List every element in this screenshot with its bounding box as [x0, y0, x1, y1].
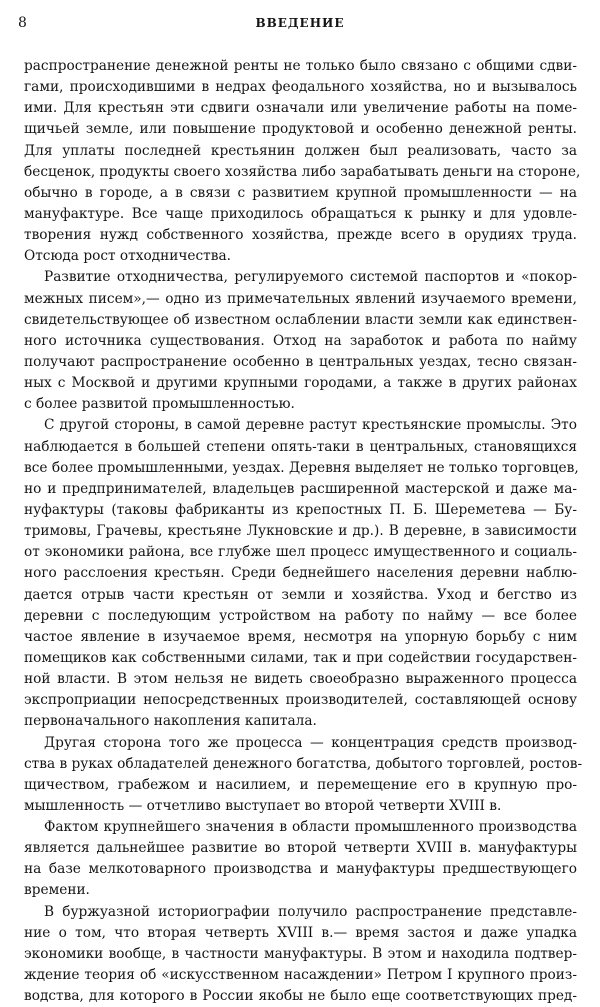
text-line: ного расслоения крестьян. Среди беднейшего населения деревни наблю- [24, 565, 577, 582]
running-title: ВВЕДЕНИЕ [255, 16, 345, 30]
paragraph [24, 733, 583, 818]
text-line: но и предпринимателей, владельцев расширенной мастерской и даже ма- [24, 480, 577, 497]
text-line: распространение денежной ренты не только было связано с общими сдви- [24, 58, 577, 74]
text-line: экономики вообще, в частности мануфактуры. В этом и находила подтвер- [24, 945, 577, 962]
text-line: экспроприации непосредственных производителей, составляющей основу [24, 692, 577, 709]
text-line: от экономики района, все глубже шел процесс имущественного и социаль- [24, 544, 577, 561]
text-line: свидетельствующее об известном ослаблении власти земли как единствен- [24, 311, 577, 328]
text-line: водства, для которого в России якобы не было еще соответствующих пред- [24, 988, 577, 1005]
text-line: С другой стороны, в самой деревне растут крестьянские промыслы. Это [44, 417, 577, 434]
text-line: нуфактуры (таковы фабриканты из крепостных П. Б. Шереметева — Бу- [24, 501, 577, 518]
paragraph [24, 415, 577, 732]
text-line: является дальнейшее развитие во второй четверти XVIII в. мануфактуры [24, 840, 577, 857]
text-line: частое явление в изучаемое время, несмотря на упорную борьбу с ним [24, 628, 577, 645]
text-line: деревни с последующим устройством на работу по найму — все более [24, 607, 577, 624]
text-line: с более развитой промышленностью. [24, 396, 295, 413]
page-number: 8 [18, 15, 27, 31]
text-line: ние о том, что вторая четверть XVIII в.— время застоя и даже упадка [24, 924, 577, 941]
text-line: творения нужд собственного хозяйства, прежде всего в орудиях труда. [24, 227, 577, 244]
text-line: гами, происходившими в недрах феодального хозяйства, но и вызывалось [24, 79, 577, 96]
text-line: дается отрыв части крестьян от земли и хозяйства. Уход и бегство из [24, 586, 577, 603]
text-line: межных писем»,— одно из примечательных явлений изучаемого времени, [24, 290, 577, 307]
text-line: первоначального накопления капитала. [24, 713, 317, 730]
text-line: щичьей земле, или повышение продуктовой и особенно денежной ренты. [24, 121, 577, 138]
text-line: ных с Москвой и другими крупными городами, а также в других районах [24, 375, 577, 392]
text-line: ства в руках обладателей денежного богатства, добытого торговлей, ростов- [24, 755, 583, 772]
text-line: Другая сторона того же процесса — концентрация средств производ- [44, 734, 577, 751]
paragraph [24, 817, 577, 902]
text-line: ного источника существования. Отход на заработок и работа по найму [24, 332, 577, 349]
text-line: наблюдается в большей степени опять-таки в центральных, становящихся [24, 438, 577, 455]
text-line: мануфактуре. Все чаще приходилось обращаться к рынку и для удовле- [24, 205, 577, 222]
text-line: все более промышленными, уездах. Деревня выделяет не только торговцев, [24, 459, 579, 476]
text-line: Развитие отходничества, регулируемого системой паспортов и «покор- [44, 269, 577, 286]
text-line: Отсюда рост отходничества. [24, 248, 231, 265]
text-line: ими. Для крестьян эти сдвиги означали или увеличение работы на поме- [24, 100, 577, 117]
text-line: получают распространение особенно в центральных уездах, тесно связан- [24, 353, 577, 370]
paragraph [24, 902, 577, 1007]
text-line: щичеством, грабежом и насилием, и перемещение его в крупную про- [24, 776, 577, 793]
text-line: Для уплаты последней крестьянин должен был реализовать, часто за [24, 142, 577, 159]
text-line: мышленность — отчетливо выступает во второй четверти XVIII в. [24, 797, 502, 814]
text-line: бесценок, продукты своего хозяйства либо зарабатывать деньги на стороне, [24, 163, 581, 180]
paragraph [24, 56, 581, 267]
body-text [24, 56, 583, 1007]
text-line: на базе мелкотоварного производства и мануфактуры предшествующего [24, 861, 577, 878]
text-line: В буржуазной историографии получило распространение представле- [44, 903, 577, 920]
text-line: помещиков как собственными силами, так и при содействии государствен- [24, 649, 577, 666]
paragraph [24, 267, 577, 415]
text-line: обычно в городе, а в связи с развитием крупной промышленности — на [24, 184, 577, 201]
text-line: Фактом крупнейшего значения в области промышленного производства [44, 819, 577, 836]
text-line: времени. [24, 882, 90, 899]
text-line: тримовы, Грачевы, крестьяне Лукновские и др.). В деревне, в зависимости [24, 523, 577, 540]
text-line: ной власти. В этом нельзя не видеть своеобразно выраженного процесса [24, 671, 577, 688]
text-line: ждение теория об «искусственном насаждении» Петром I крупного произ- [24, 967, 577, 984]
